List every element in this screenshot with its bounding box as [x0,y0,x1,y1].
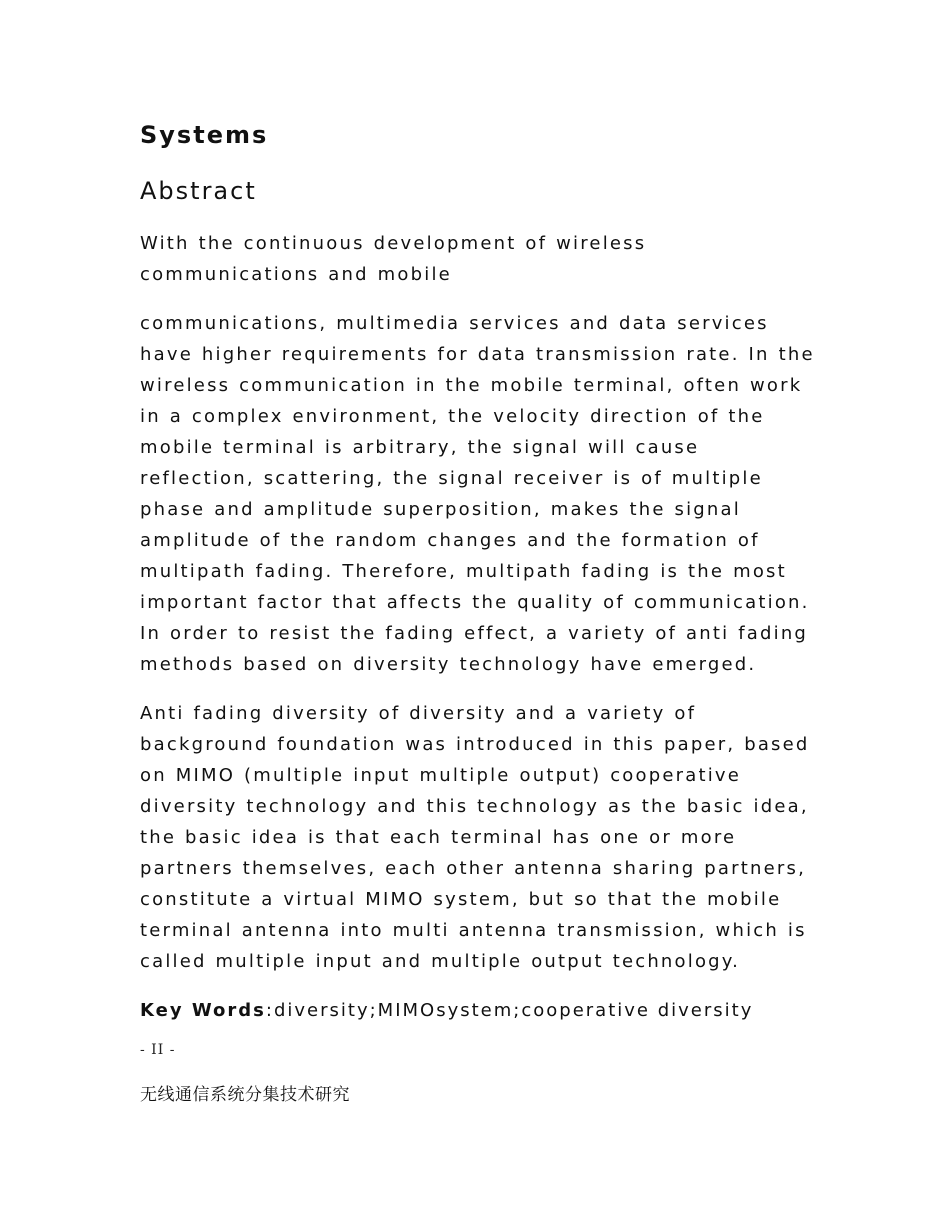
abstract-paragraph-3: Anti fading diversity of diversity and a variety of background foundation was introduced in this paper, based on MIMO (multiple input multiple output) cooperative diversity technology and this technology as the basic idea, the basic idea is that each terminal has one or more partners themselves, each other antenna sharing partners, constitute a virtual MIMO system, but so that the mobile terminal antenna into multi antenna transmission, which is called multiple input and multiple output technology. [140,703,810,972]
abstract-heading: Abstract [140,177,257,205]
page-number: - II - [140,1042,176,1058]
abstract-paragraph-2: communications, multimedia services and data services have higher requirements for data transmission rate. In the wireless communication in the mobile terminal, often work in a complex environment, the velocity direction of the mobile terminal is arbitrary, the signal will cause reflection, scattering, the signal receiver is of multiple phase and amplitude superposition, makes the signal amplitude of the random changes and the formation of multipath fading. Therefore, multipath fading is the most important factor that affects the quality of communication. In order to resist the fading effect, a variety of anti fading methods based on diversity technology have emerged. [140,313,815,675]
keywords-text: :diversity;MIMOsystem;cooperative diversity [265,1000,754,1021]
next-page-title: 无线通信系统分集技术研究 [140,1085,350,1105]
keywords-label: Key Words [140,1000,266,1021]
document-page [140,118,820,1105]
keywords-line [140,995,820,1026]
title-fragment: Systems [140,121,269,149]
abstract-paragraph-1: With the continuous development of wireless communications and mobile [140,233,647,285]
